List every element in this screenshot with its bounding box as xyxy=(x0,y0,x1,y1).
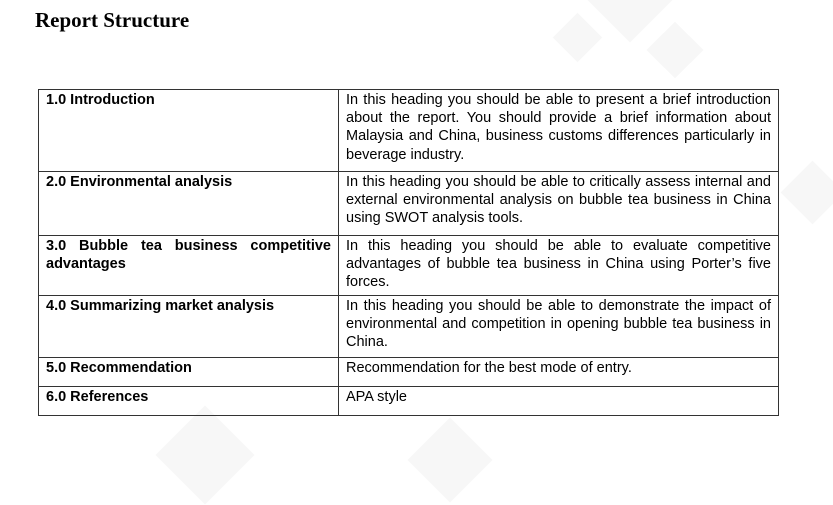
table-row xyxy=(39,172,779,236)
section-heading: 5.0 Recommendation xyxy=(39,357,339,386)
table-row xyxy=(39,386,779,415)
section-description: Recommendation for the best mode of entry. xyxy=(339,357,779,386)
section-description: In this heading you should be able to evaluate competitive advantages of bubble tea business in China using Porter’s five forces. xyxy=(339,236,779,296)
page-title: Report Structure xyxy=(35,8,190,32)
table-row xyxy=(39,357,779,386)
table-row xyxy=(39,295,779,357)
section-heading: 2.0 Environmental analysis xyxy=(39,172,339,236)
section-description: In this heading you should be able to present a brief introduction about the report. You should provide a brief information about Malaysia and China, business customs differences particularly in beverage industry. xyxy=(339,90,779,172)
section-description: In this heading you should be able to demonstrate the impact of environmental and competition in opening bubble tea business in China. xyxy=(339,295,779,357)
section-heading: 3.0 Bubble tea business competitive advantages xyxy=(39,236,339,296)
section-description: APA style xyxy=(339,386,779,415)
report-structure-table xyxy=(38,89,779,416)
section-heading: 1.0 Introduction xyxy=(39,90,339,172)
section-description: In this heading you should be able to critically assess internal and external environmental analysis on bubble tea business in China using SWOT analysis tools. xyxy=(339,172,779,236)
section-heading: 4.0 Summarizing market analysis xyxy=(39,295,339,357)
table-row xyxy=(39,236,779,296)
section-heading: 6.0 References xyxy=(39,386,339,415)
table-row xyxy=(39,90,779,172)
